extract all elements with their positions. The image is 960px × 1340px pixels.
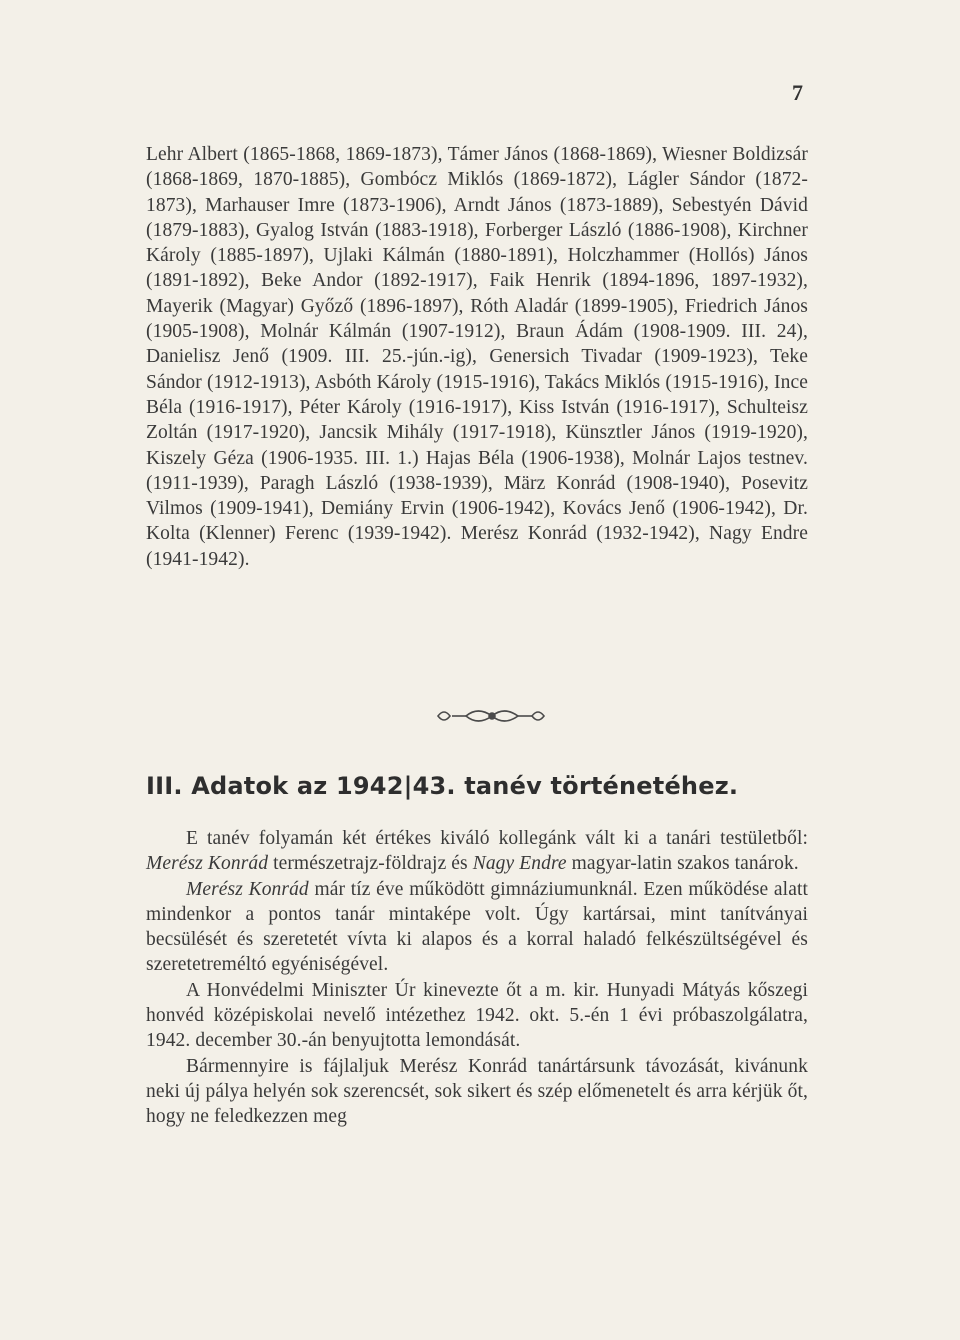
paragraph-merész-tribute <box>146 877 808 978</box>
history-section-body <box>146 826 808 1130</box>
italic-name: Merész Konrád <box>186 878 309 900</box>
text-segment: már tíz éve működött gimnáziumunknál. Ezen működése alatt mindenkor a pontos tanár mintaképe volt. Úgy kartársai, mint tanítványai becsülését és szeretetét vívta ki alapos és a korral haladó felkészültségével és szeretetreméltó egyéniségével. <box>146 878 808 976</box>
text-segment: természetrajz-földrajz és <box>268 853 473 875</box>
section-heading: III. Adatok az 1942|43. tanév történetéhez. <box>146 772 739 800</box>
paragraph-staff-list: Lehr Albert (1865-1868, 1869-1873), Támer János (1868-1869), Wiesner Boldizsár (1868-1869, 1870-1885), Gombócz Miklós (1869-1872), Lágler Sándor (1872-1873), Marhauser Imre (1873-1906), Arndt János (1873-1889), Sebestyén Dávid (1879-1883), Gyalog István (1883-1918), Forberger László (1886-1908), Kirchner Károly (1885-1897), Ujlaki Kálmán (1880-1891), Holczhammer (Hollós) János (1891-1892), Beke Andor (1892-1917), Faik Henrik (1894-1896, 1897-1932), Mayerik (Magyar) Győző (1896-1897), Róth Aladár (1899-1905), Friedrich János (1905-1908), Molnár Kálmán (1907-1912), Braun Ádám (1908-1909. III. 24), Danielisz Jenő (1909. III. 25.-jún.-ig), Genersich Tivadar (1909-1923), Teke Sándor (1912-1913), Asbóth Károly (1915-1916), Takács Miklós (1915-1916), Ince Béla (1916-1917), Péter Károly (1916-1917), Kiss István (1916-1917), Schulteisz Zoltán (1917-1920), Jancsik Mihály (1917-1918), Künsztler János (1919-1920), Kiszely Géza (1906-1935. III. 1.) Hajas Béla (1906-1938), Molnár Lajos testnev. (1911-1939), Paragh László (1938-1939), März Konrád (1908-1940), Posevitz Vilmos (1909-1941), Demiány Ervin (1906-1942), Kovács Jenő (1906-1942), Dr. Kolta (Klenner) Ferenc (1939-1942). Merész Konrád (1932-1942), Nagy Endre (1941-1942). <box>146 144 808 570</box>
italic-name: Merész Konrád <box>146 853 269 875</box>
text-segment: magyar-latin szakos tanárok. <box>566 853 799 875</box>
decorative-ornament-icon <box>432 704 552 728</box>
page-number: 7 <box>792 80 803 105</box>
paragraph-farewell: Bármennyire is fájlaljuk Merész Konrád tanártársunk távozását, kivánunk neki új pálya helyén sok szerencsét, sok sikert és szép előmenetelt és arra kérjük őt, hogy ne feledkezzen meg <box>146 1055 808 1128</box>
paragraph-departures <box>146 826 808 877</box>
paragraph-appointment: A Honvédelmi Miniszter Úr kinevezte őt a m. kir. Hunyadi Mátyás kőszegi honvéd középiskolai nevelő intézethez 1942. okt. 5.-én 1 évi próbaszolgálatra, 1942. december 30.-án benyujtotta lemondását. <box>146 979 808 1052</box>
italic-name: Nagy Endre <box>472 853 567 875</box>
text-segment: E tanév folyamán két értékes kiváló kollegánk vált ki a tanári testületből: <box>186 828 808 849</box>
staff-list-paragraph <box>146 142 808 572</box>
